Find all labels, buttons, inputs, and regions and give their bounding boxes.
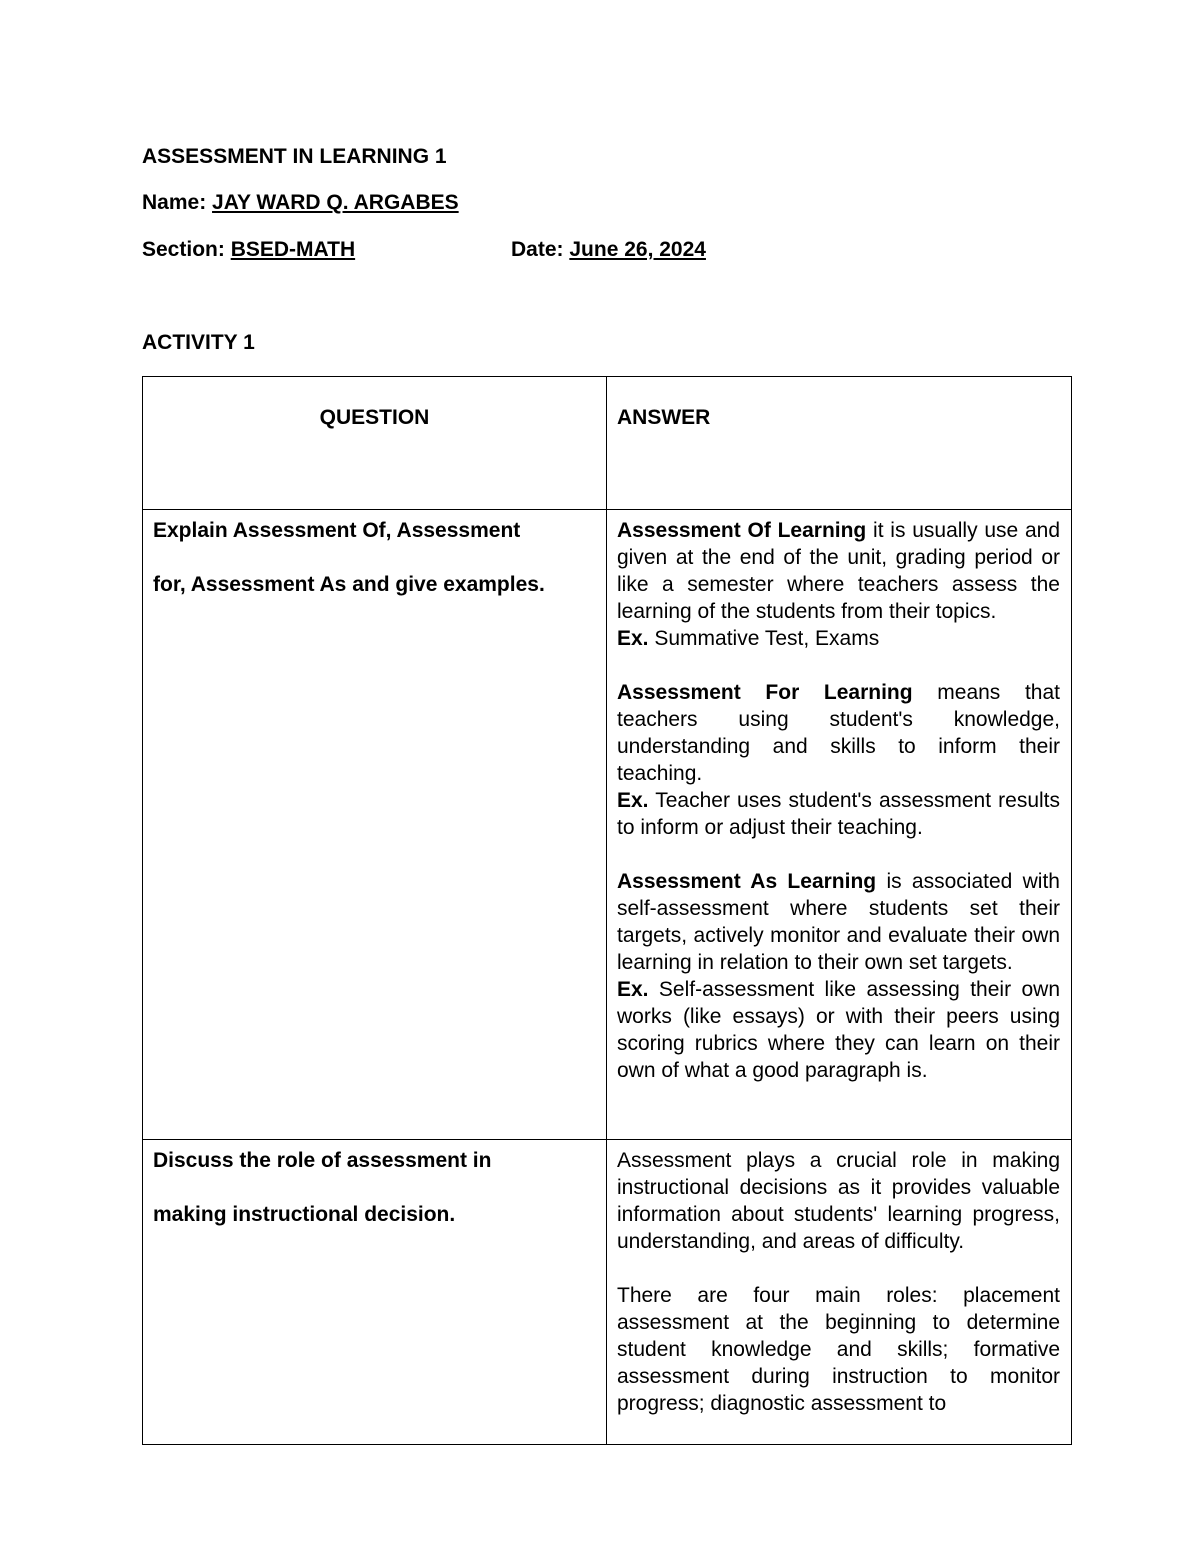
- definition-text: means that teachers using student's knowledge, understanding and skills to inform their teaching.: [617, 681, 1061, 785]
- question-line: Explain Assessment Of, Assessment: [153, 519, 521, 542]
- question-cell: [143, 510, 607, 1140]
- question-line: for, Assessment As and give examples.: [153, 573, 545, 596]
- example-label: Ex.: [617, 627, 649, 650]
- answer-paragraph: Assessment plays a crucial role in making instructional decisions as it provides valuable information about students' learning progress, understanding, and areas of difficulty.: [617, 1149, 1060, 1253]
- answer-paragraph: [617, 679, 1060, 787]
- answer-paragraph: [617, 517, 1060, 625]
- date-label: Date:: [511, 238, 564, 261]
- definition-text: is associated with self-assessment where students set their targets, actively monitor and evaluate their own learning in relation to their own set targets.: [617, 870, 1060, 974]
- section-value: BSED-MATH: [230, 238, 356, 261]
- example-label: Ex.: [617, 789, 649, 812]
- question-column-header: [143, 377, 607, 510]
- question-text: [153, 1134, 596, 1242]
- question-text: [153, 504, 596, 612]
- example-paragraph: [617, 976, 1060, 1084]
- answer-cell: [607, 510, 1072, 1140]
- answer-header-text: ANSWER: [617, 406, 711, 429]
- question-cell: [143, 1140, 607, 1445]
- question-line: Discuss the role of assessment in: [153, 1149, 492, 1172]
- date-line: [511, 237, 706, 263]
- name-value: JAY WARD Q. ARGABES: [212, 191, 459, 214]
- definition-text: it is usually use and given at the end of the unit, grading period or like a semester where teachers assess the learning of the students from their topics.: [617, 519, 1060, 623]
- example-text: Teacher uses student's assessment results to inform or adjust their teaching.: [617, 789, 1060, 839]
- table-row: [143, 510, 1072, 1140]
- name-line: [142, 190, 459, 216]
- example-label: Ex.: [617, 978, 649, 1001]
- example-paragraph: [617, 625, 1060, 652]
- question-header-text: QUESTION: [319, 406, 430, 429]
- table-header-row: [143, 377, 1072, 510]
- example-text: Summative Test, Exams: [648, 627, 880, 650]
- term-assessment-as: Assessment As Learning: [617, 870, 877, 893]
- question-line: making instructional decision.: [153, 1203, 456, 1226]
- section-label: Section:: [142, 238, 225, 261]
- name-label: Name:: [142, 191, 207, 214]
- date-value: June 26, 2024: [569, 238, 706, 261]
- question-answer-table: [142, 376, 1072, 1445]
- answer-paragraph: [617, 868, 1060, 976]
- term-assessment-of: Assessment Of Learning: [617, 519, 867, 542]
- term-assessment-for: Assessment For Learning: [617, 681, 913, 704]
- example-text: Self-assessment like assessing their own works (like essays) or with their peers using scoring rubrics where they can learn on their own of what a good paragraph is.: [617, 978, 1060, 1082]
- answer-column-header: [607, 377, 1072, 510]
- activity-heading: ACTIVITY 1: [142, 331, 255, 354]
- answer-cell: [607, 1140, 1072, 1445]
- table-row: [143, 1140, 1072, 1445]
- section-line: [142, 237, 355, 263]
- answer-paragraph: There are four main roles: placement assessment at the beginning to determine student knowledge and skills; formative assessment during instruction to monitor progress; diagnostic assessment to: [617, 1284, 1060, 1415]
- example-paragraph: [617, 787, 1060, 841]
- document-title: ASSESSMENT IN LEARNING 1: [142, 145, 447, 168]
